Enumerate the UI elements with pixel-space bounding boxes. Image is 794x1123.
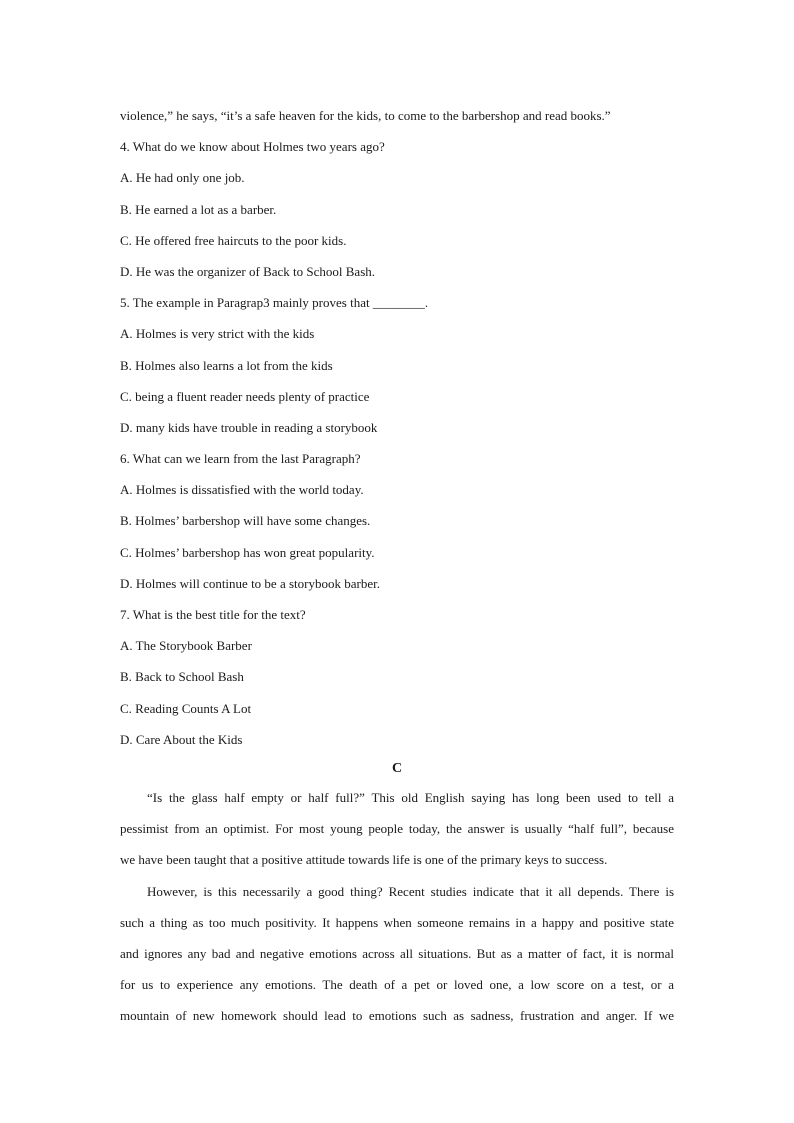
option-a: A. The Storybook Barber	[120, 638, 252, 654]
option-c: C. Holmes’ barbershop has won great popularity.	[120, 544, 375, 560]
option-b: B. Back to School Bash	[120, 669, 244, 685]
paragraph-line: pessimist from an optimist. For most young people today, the answer is usually “half full”, because	[120, 821, 674, 837]
paragraph-line: mountain of new homework should lead to emotions such as sadness, frustration and anger. If we	[120, 1008, 674, 1024]
option-a: A. Holmes is dissatisfied with the world today.	[120, 482, 364, 498]
paragraph-line: “Is the glass half empty or half full?” This old English saying has long been used to tell a	[147, 789, 674, 805]
section-c-paragraph-1	[120, 782, 674, 876]
question-4	[120, 131, 674, 287]
option-c: C. Reading Counts A Lot	[120, 700, 252, 716]
option-c: C. being a fluent reader needs plenty of practice	[120, 388, 370, 404]
paragraph-line: for us to experience any emotions. The death of a pet or loved one, a low score on a test, or a	[120, 977, 674, 993]
option-a: A. He had only one job.	[120, 170, 245, 186]
section-c-paragraph-2	[120, 876, 674, 1032]
option-d: D. Care About the Kids	[120, 731, 243, 747]
section-heading: C	[391, 760, 403, 776]
option-d: D. He was the organizer of Back to School Bash.	[120, 263, 376, 279]
question-5	[120, 287, 674, 443]
option-a: A. Holmes is very strict with the kids	[120, 326, 315, 342]
option-c: C. He offered free haircuts to the poor kids.	[120, 232, 347, 248]
question-stem: 5. The example in Paragrap3 mainly proves that ________.	[120, 295, 429, 311]
passage-continuation: violence,” he says, “it’s a safe heaven for the kids, to come to the barbershop and read books.”	[120, 108, 611, 123]
option-b: B. He earned a lot as a barber.	[120, 201, 277, 217]
option-b: B. Holmes’ barbershop will have some changes.	[120, 513, 371, 529]
document-page	[120, 100, 674, 1032]
option-d: D. Holmes will continue to be a storybook barber.	[120, 575, 380, 591]
option-d: D. many kids have trouble in reading a storybook	[120, 419, 378, 435]
paragraph-line: and ignores any bad and negative emotions across all situations. But as a matter of fact, it is normal	[120, 945, 674, 961]
option-b: B. Holmes also learns a lot from the kids	[120, 357, 333, 373]
paragraph-line: such a thing as too much positivity. It happens when someone remains in a happy and positive state	[120, 914, 674, 930]
question-stem: 7. What is the best title for the text?	[120, 607, 306, 622]
question-stem: 6. What can we learn from the last Paragraph?	[120, 451, 361, 467]
question-6	[120, 443, 674, 599]
question-7	[120, 599, 674, 755]
question-stem: 4. What do we know about Holmes two years ago?	[120, 139, 385, 155]
paragraph-line: we have been taught that a positive attitude towards life is one of the primary keys to success.	[120, 852, 608, 868]
paragraph-line: However, is this necessarily a good thing? Recent studies indicate that it all depends. There is	[147, 883, 674, 899]
